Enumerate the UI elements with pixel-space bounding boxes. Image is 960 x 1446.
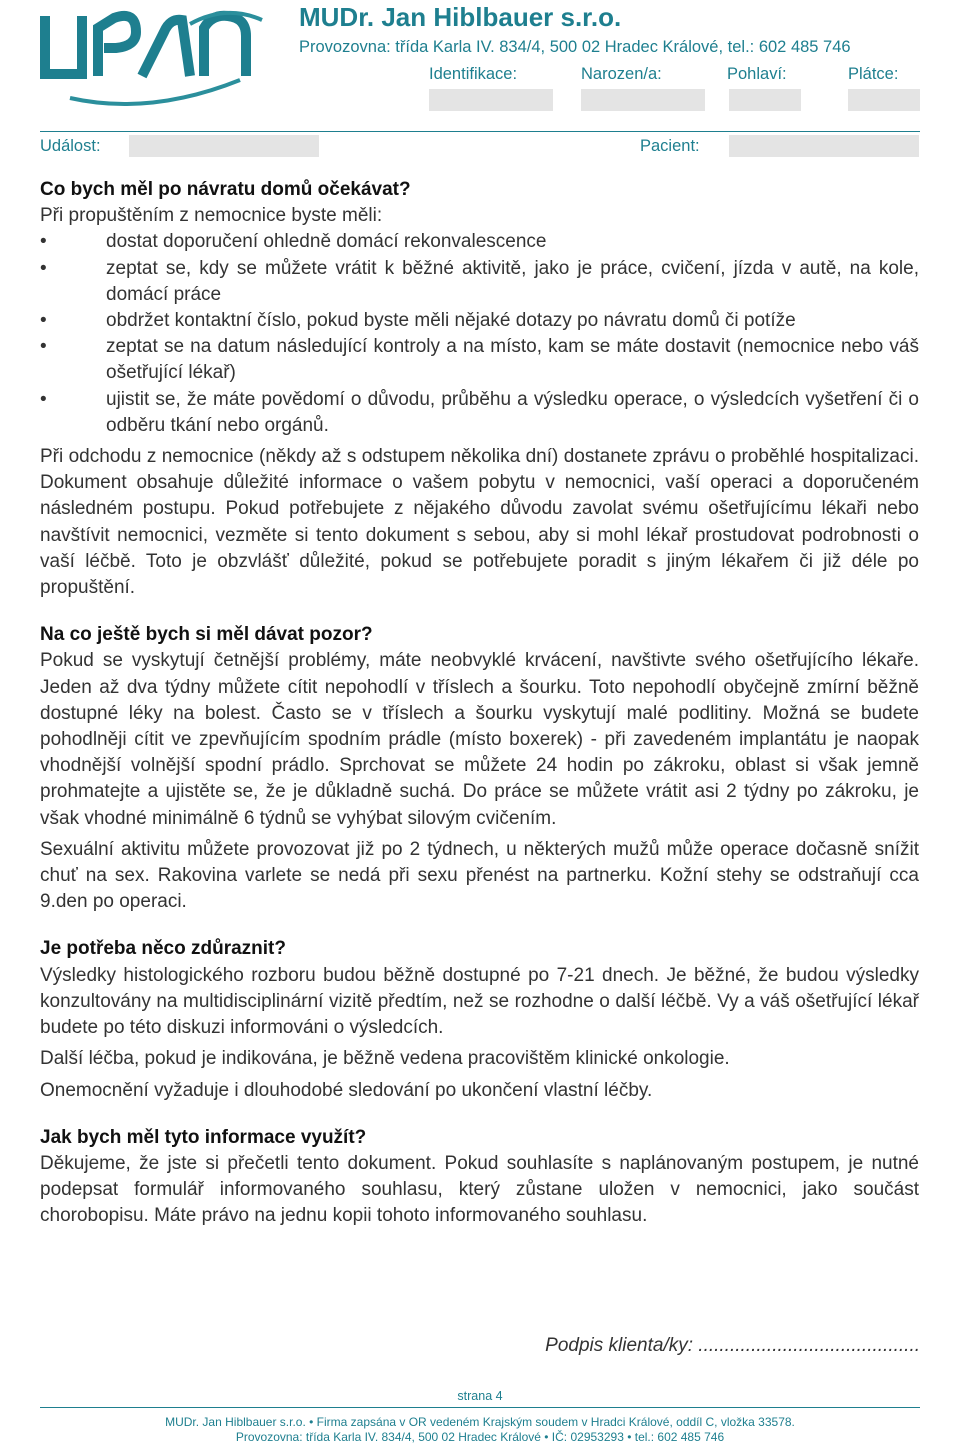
header-divider — [40, 131, 920, 132]
udalost-label: Událost: — [40, 137, 101, 155]
list-item: • zeptat se, kdy se můžete vrátit k běžné aktivitě, jako je práce, cvičení, jízda v autě, na kole, domácí práce — [40, 256, 919, 308]
section-title-usage: Jak bych měl tyto informace využít? — [40, 1126, 367, 1148]
footer-divider — [40, 1407, 920, 1408]
consent-paragraph: Děkujeme, že jste si přečetli tento dokument. Pokud souhlasíte s naplánovaným postupem, je nutné podepsat formulář informovaného souhlasu, který zůstane uložen v nemocnici, jako součást chorobopisu. Máte právo na jednu kopii tohoto informovaného souhlasu. — [40, 1152, 919, 1227]
histology-paragraph: Výsledky histologického rozboru budou běžně dostupné po 7-21 dnech. Je běžné, že budou výsledky konzultovány na multidisciplinární vizitě předtím, než se rozhodne o další léčbě. Vy a váš ošetřující lékař budete po této diskuzi informováni o výsledcích. — [40, 964, 919, 1039]
discharge-checklist — [40, 229, 919, 439]
further-treatment-paragraph: Další léčba, pokud je indikována, je běžně vedena pracovištěm klinické onkologie. — [40, 1048, 730, 1070]
footer-address: Provozovna: třída Karla IV. 834/4, 500 02 Hradec Králové • IČ: 02953293 • tel.: 602 485 746 — [235, 1430, 725, 1444]
platce-label: Plátce: — [848, 65, 899, 83]
discharge-report-paragraph: Při odchodu z nemocnice (někdy až s odstupem několika dní) dostanete zprávu o proběhlé hospitalizaci. Dokument obsahuje důležité informace o vašem pobytu v nemocnici, vaší operaci a doporučeném následném postupu. Pokud potřebujete z nějakého důvodu zavolat svému ošetřujícímu lékaři nebo navštívit nemocnici, vezměte si tento dokument s sebou, aby si mohl lékař prostudovat podrobnosti o vaší léčbě. Toto je obzvlášť důležité, pokud se potřebujete poradit s jiným lékařem či již déle po propuštění. — [40, 446, 919, 599]
uran-logo — [40, 6, 266, 112]
identifikace-field[interactable] — [429, 89, 553, 111]
udalost-field[interactable] — [129, 135, 319, 157]
pacient-field[interactable] — [729, 135, 919, 157]
pohlavi-field[interactable] — [729, 89, 801, 111]
section-title-watch-out: Na co ještě bych si měl dávat pozor? — [40, 624, 373, 646]
pacient-label: Pacient: — [640, 137, 700, 155]
list-item: • zeptat se na datum následující kontroly a na místo, kam se máte dostavit (nemocnice nebo váš ošetřující lékař) — [40, 334, 919, 386]
company-address: Provozovna: třída Karla IV. 834/4, 500 02 Hradec Králové, tel.: 602 485 746 — [299, 38, 851, 56]
complications-paragraph: Pokud se vyskytují četnější problémy, máte neobvyklé krvácení, navštivte svého ošetřujícího lékaře. Jeden až dva týdny můžete cítit nepohodlí v tříslech a šourku. Toto nepohodlí obyčejně zmírní běžně dostupné léky na bolest. Často se v tříslech a šourku vyskytují malé podlitiny. Možná se budete pohodlněji cítit ve zpevňujícím spodním prádle (místo boxerek) - při zavedeném implantátu je naopak vhodnější volnější spodní prádlo. Sprchovat se můžete 24 hodin po zákroku, oblast si však jemně prohmatejte a ujistěte se, že je důkladně suchá. Do práce se můžete vrátit asi 2 týdny po zákroku, je však vhodné minimálně 6 týdnů se vyhýbat silovým cvičením. — [40, 650, 919, 829]
platce-field[interactable] — [848, 89, 920, 111]
narozen-field[interactable] — [581, 89, 705, 111]
list-item: • dostat doporučení ohledně domácí rekonvalescence — [40, 229, 919, 255]
client-signature-line[interactable]: Podpis klienta/ky: .......................................... — [545, 1335, 920, 1356]
document-body — [40, 177, 919, 1230]
section-title-emphasis: Je potřeba něco zdůraznit? — [40, 938, 286, 960]
company-name: MUDr. Jan Hiblbauer s.r.o. — [299, 2, 622, 32]
follow-up-paragraph: Onemocnění vyžaduje i dlouhodobé sledování po ukončení vlastní léčby. — [40, 1079, 653, 1101]
list-item: • obdržet kontaktní číslo, pokud byste měli nějaké dotazy po návratu domů či potíže — [40, 308, 919, 334]
identifikace-label: Identifikace: — [429, 65, 518, 83]
page-number: strana 4 — [457, 1389, 503, 1403]
sexual-activity-paragraph: Sexuální aktivitu můžete provozovat již po 2 týdnech, u některých mužů může operace dočasně snížit chuť na sex. Rakovina varlete se nedá při sexu přenést na partnerku. Kožní stehy se odstraňují cca 9.den po operaci. — [40, 838, 919, 913]
narozen-label: Narozen/a: — [581, 65, 662, 83]
footer-company-registration: MUDr. Jan Hiblbauer s.r.o. • Firma zapsána v OR vedeném Krajským soudem v Hradci Králové, oddíl C, vložka 33578. — [165, 1415, 795, 1429]
section-title-return-home: Co bych měl po návratu domů očekávat? — [40, 179, 411, 200]
list-item: • ujistit se, že máte povědomí o důvodu, průběhu a výsledku operace, o výsledcích vyšetření či o odběru tkání nebo orgánů. — [40, 387, 919, 439]
pohlavi-label: Pohlaví: — [727, 65, 787, 83]
discharge-intro: Při propuštěním z nemocnice byste měli: — [40, 205, 383, 227]
